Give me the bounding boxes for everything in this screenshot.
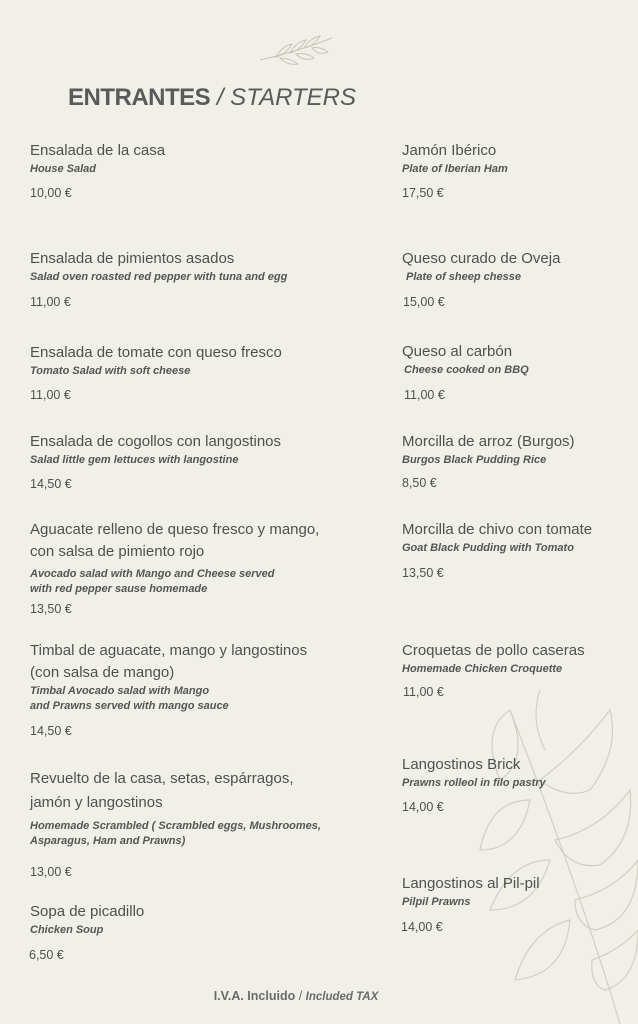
item-description: Homemade Chicken Croquette — [402, 663, 563, 675]
item-price: 10,00 € — [30, 186, 72, 200]
title-spanish: ENTRANTES — [68, 84, 211, 111]
item-description: Chicken Soup — [30, 924, 104, 936]
item-price: 14,00 € — [402, 800, 444, 814]
item-description-line-1: Avocado salad with Mango and Cheese served — [30, 568, 275, 580]
item-price: 14,50 € — [30, 724, 72, 738]
menu-item-chicken-croquettes — [402, 640, 585, 677]
item-name-line-2: con salsa de pimiento rojo — [30, 543, 205, 560]
item-description: Plate of sheep chesse — [406, 271, 521, 283]
item-price: 14,00 € — [401, 920, 443, 934]
item-description: Prawns rolleol in filo pastry — [402, 777, 546, 789]
leaves-decoration-icon — [470, 690, 638, 1024]
menu-item-sheep-cheese — [402, 248, 560, 285]
item-description-line-2: Asparagus, Ham and Prawns) — [30, 835, 186, 847]
item-description-line-2: and Prawns served with mango sauce — [30, 700, 229, 712]
item-description: Goat Black Pudding with Tomato — [402, 542, 574, 554]
item-name-line-1: Revuelto de la casa, setas, espárragos, — [30, 770, 294, 787]
item-description: Plate of Iberian Ham — [402, 163, 508, 175]
item-name-line-2: jamón y langostinos — [30, 794, 163, 811]
item-name: Queso al carbón — [402, 343, 513, 360]
tax-note-spanish: I.V.A. Incluido — [213, 989, 296, 1003]
menu-item-pilpil-prawns — [402, 873, 540, 910]
item-description: Burgos Black Pudding Rice — [402, 454, 547, 466]
item-name: Morcilla de chivo con tomate — [402, 521, 593, 538]
item-name: Ensalada de la casa — [30, 142, 166, 159]
menu-item-house-scramble — [30, 767, 321, 849]
title-english: / STARTERS — [216, 84, 356, 111]
item-name: Croquetas de pollo caseras — [402, 642, 585, 659]
menu-item-goat-black-pudding — [402, 519, 592, 556]
item-price: 13,50 € — [402, 566, 444, 580]
item-description: Pilpil Prawns — [402, 896, 471, 908]
tax-footer — [0, 989, 592, 1003]
item-name-line-2: (con salsa de mango) — [30, 664, 175, 681]
item-name: Morcilla de arroz (Burgos) — [402, 433, 575, 450]
item-price: 8,50 € — [402, 476, 437, 490]
page-title — [68, 84, 356, 112]
item-description: Tomato Salad with soft cheese — [30, 365, 191, 377]
menu-item-iberian-ham — [402, 140, 508, 177]
item-name: Langostinos Brick — [402, 756, 521, 773]
item-description: Cheese cooked on BBQ — [404, 364, 529, 376]
menu-item-bbq-cheese — [402, 341, 529, 378]
menu-item-tomato-salad — [30, 342, 282, 379]
menu-item-avocado-timbal — [30, 640, 307, 714]
item-name: Ensalada de cogollos con langostinos — [30, 433, 282, 450]
item-name: Langostinos al Pil-pil — [402, 875, 540, 892]
item-price: 11,00 € — [403, 685, 444, 699]
item-price: 15,00 € — [403, 295, 445, 309]
item-name-line-1: Aguacate relleno de queso fresco y mango, — [30, 521, 320, 538]
item-name: Sopa de picadillo — [30, 903, 145, 920]
leaf-branch-icon — [256, 30, 336, 70]
item-price: 13,50 € — [30, 602, 72, 616]
menu-item-house-salad — [30, 140, 165, 177]
item-price: 11,00 € — [404, 388, 445, 402]
menu-item-rice-black-pudding — [402, 431, 575, 468]
item-description-line-1: Homemade Scrambled ( Scrambled eggs, Mushroomes, — [30, 820, 321, 832]
item-price: 11,00 € — [30, 388, 71, 402]
item-price: 14,50 € — [30, 477, 72, 491]
item-name: Queso curado de Oveja — [402, 250, 561, 267]
item-name: Ensalada de tomate con queso fresco — [30, 344, 282, 361]
item-price: 6,50 € — [29, 948, 64, 962]
item-description-line-1: Timbal Avocado salad with Mango — [30, 685, 210, 697]
item-name: Ensalada de pimientos asados — [30, 250, 235, 267]
menu-item-chicken-soup — [30, 901, 144, 938]
item-price: 13,00 € — [30, 865, 72, 879]
tax-separator: / — [295, 989, 306, 1003]
item-description: Salad oven roasted red pepper with tuna and egg — [30, 271, 288, 283]
item-name: Jamón Ibérico — [402, 142, 497, 159]
menu-item-little-gem-salad — [30, 431, 281, 468]
item-price: 17,50 € — [402, 186, 444, 200]
menu-item-roasted-pepper-salad — [30, 248, 287, 285]
item-description: House Salad — [30, 163, 97, 175]
item-description-line-2: with red pepper sause homemade — [30, 583, 208, 595]
item-description: Salad little gem lettuces with langostine — [30, 454, 239, 466]
item-name-line-1: Timbal de aguacate, mango y langostinos — [30, 642, 308, 659]
menu-item-stuffed-avocado — [30, 519, 319, 597]
item-price: 11,00 € — [30, 295, 71, 309]
menu-item-prawns-brick — [402, 754, 546, 791]
tax-note-english: Included TAX — [305, 991, 379, 1003]
